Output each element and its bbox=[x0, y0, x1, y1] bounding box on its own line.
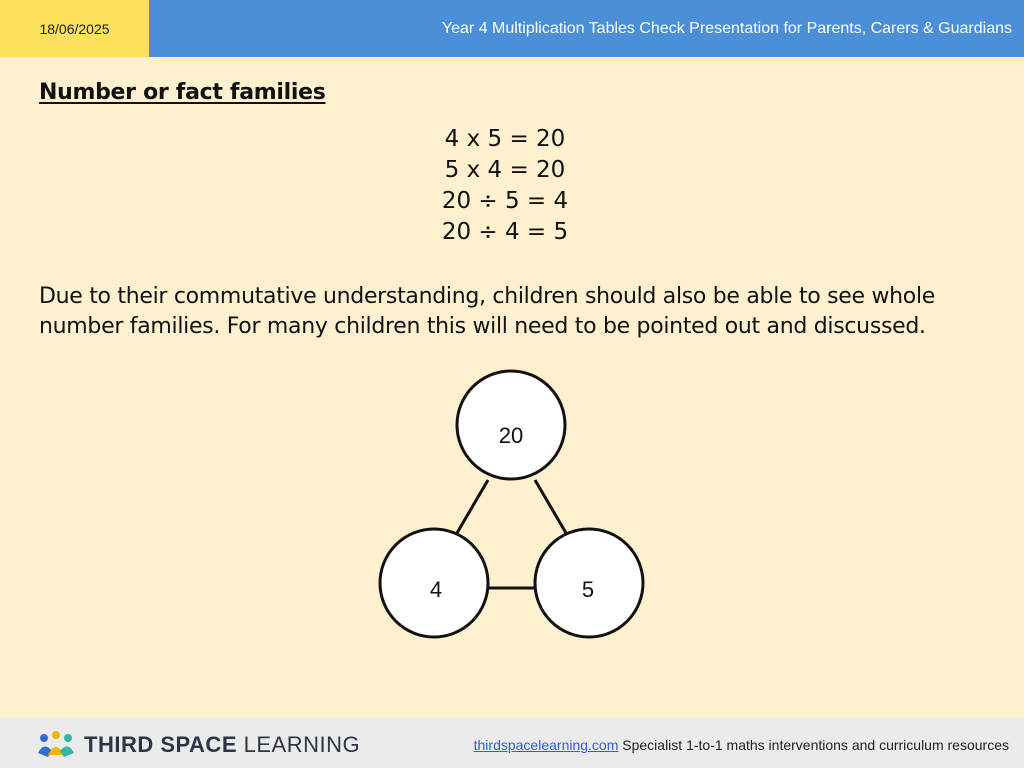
edge-top-right bbox=[535, 480, 566, 533]
logo-text-bold: THIRD SPACE bbox=[84, 732, 237, 757]
equation-2: 5 x 4 = 20 bbox=[444, 157, 566, 183]
footer-tagline: Specialist 1-to-1 maths interventions and curriculum resources bbox=[622, 737, 1009, 753]
right-node-label: 5 bbox=[581, 577, 595, 602]
top-node-label: 20 bbox=[498, 423, 524, 448]
slide-date: 18/06/2025 bbox=[39, 20, 110, 37]
presentation-title: Year 4 Multiplication Tables Check Presentation for Parents, Carers & Guardians bbox=[441, 20, 1012, 37]
equation-3: 20 ÷ 5 = 4 bbox=[441, 188, 569, 214]
logo-text-light: LEARNING bbox=[243, 732, 361, 757]
page-heading: Number or fact families bbox=[39, 80, 326, 105]
slide-footer bbox=[0, 718, 1024, 768]
equation-4: 20 ÷ 4 = 5 bbox=[441, 219, 569, 245]
explanation-paragraph: Due to their commutative understanding, children should also be able to see whole number families. For many children this will need to be pointed out and discussed. bbox=[39, 284, 935, 339]
people-logo-icon bbox=[36, 731, 76, 759]
third-space-learning-logo bbox=[36, 731, 360, 759]
equation-1: 4 x 5 = 20 bbox=[444, 126, 566, 152]
edge-top-left bbox=[457, 480, 488, 533]
left-node-label: 4 bbox=[429, 577, 443, 602]
website-link[interactable]: thirdspacelearning.com bbox=[473, 737, 619, 753]
